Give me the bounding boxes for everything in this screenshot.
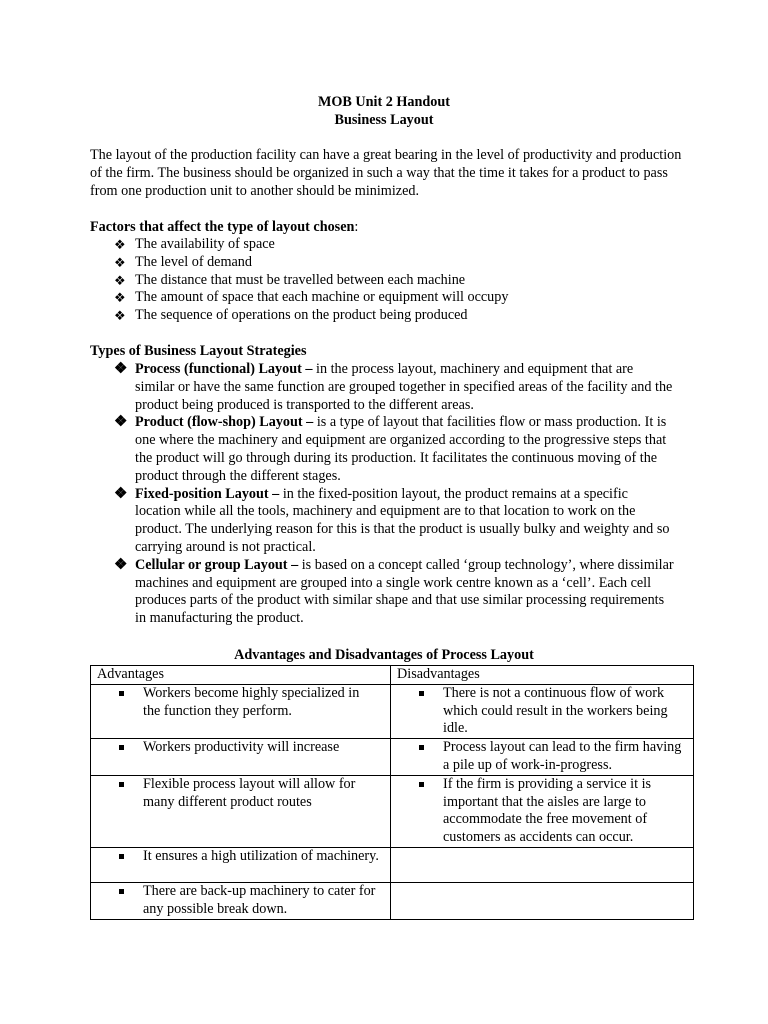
table-row [91, 739, 694, 776]
type-term: Fixed-position Layout – [135, 485, 280, 502]
square-bullet-icon [119, 691, 124, 696]
diamond-bullet-icon: ❖ [114, 308, 126, 324]
square-bullet-icon [119, 889, 124, 894]
intro-paragraph: The layout of the production facility can have a great bearing in the level of productivity and production of the firm. The business should be organized in such a way that the time it takes for a product to pass from one production unit to another should be minimized. [90, 147, 682, 199]
factor-text: The distance that must be travelled between each machine [135, 271, 466, 288]
list-item [114, 414, 676, 485]
types-heading: Types of Business Layout Strategies [90, 343, 307, 359]
type-description: in the fixed-position layout, the product remains at a specific location while all the tools, machinery and equipment are to that location to work on the product. The underlying reason for this is that the product is usually bulky and weighty and so carrying around is not practical. [135, 485, 670, 555]
list-item [114, 307, 508, 325]
title-line-2: Business Layout [334, 111, 434, 128]
diamond-bullet-icon: ❖ [114, 361, 128, 377]
factors-heading [90, 219, 358, 237]
factors-heading-text: Factors that affect the type of layout chosen [90, 219, 355, 235]
advantage-cell [91, 684, 391, 738]
factor-text: The availability of space [135, 236, 275, 252]
diamond-bullet-icon: ❖ [114, 254, 126, 270]
table-title: Advantages and Disadvantages of Process Layout [234, 647, 534, 663]
disadvantage-cell-empty [391, 882, 694, 919]
factors-list [114, 236, 508, 325]
factors-heading-colon: : [354, 219, 359, 235]
disadvantage-cell [391, 684, 694, 738]
page-title [90, 94, 678, 130]
diamond-bullet-icon: ❖ [114, 290, 126, 306]
diamond-bullet-icon: ❖ [114, 237, 126, 252]
type-description: in the process layout, machinery and equipment that are similar or have the same function are grouped together in specified areas of the facility and the product being produced is transported to the different areas. [135, 361, 673, 413]
diamond-bullet-icon: ❖ [114, 272, 126, 288]
advantage-cell [91, 882, 391, 919]
table-row [91, 882, 694, 919]
advantage-cell [91, 739, 391, 776]
square-bullet-icon [119, 745, 124, 750]
disadvantage-cell [391, 775, 694, 847]
table-row [91, 775, 694, 847]
disadvantage-text: There is not a continuous flow of work which could result in the workers being idle. [443, 684, 668, 737]
list-item [114, 557, 676, 628]
disadvantage-cell-empty [391, 847, 694, 882]
square-bullet-icon [119, 854, 124, 859]
advantage-text: It ensures a high utilization of machinery. [143, 847, 379, 864]
advantage-text: Workers become highly specialized in the function they perform. [143, 684, 360, 719]
advantage-cell [91, 775, 391, 847]
factor-text: The level of demand [135, 253, 252, 270]
list-item [114, 289, 508, 307]
table-header-row [91, 666, 694, 685]
type-description: is based on a concept called ‘group technology’, where dissimilar machines and equipment are grouped into a single work centre known as a ‘cell’. Each cell produces parts of the product with similar shape and that use similar processing requirements in manufacturing the product. [135, 556, 674, 627]
diamond-bullet-icon: ❖ [114, 485, 128, 502]
advantage-cell [91, 847, 391, 882]
list-item [114, 236, 508, 254]
type-description: is a type of layout that facilities flow or mass production. It is one where the machinery and equipment are organized according to the progressive steps that the product will go through during its production. It facilitates the continuous moving of the product through the different stages. [135, 414, 667, 484]
disadvantage-cell [391, 739, 694, 776]
diamond-bullet-icon: ❖ [114, 556, 128, 573]
advantages-table [90, 665, 694, 920]
table-row [91, 684, 694, 738]
table-row [91, 847, 694, 882]
factor-text: The amount of space that each machine or equipment will occupy [135, 289, 509, 306]
disadvantage-text: Process layout can lead to the firm having a pile up of work-in-progress. [443, 739, 682, 773]
column-header-advantages: Advantages [91, 666, 391, 685]
type-term: Product (flow-shop) Layout – [135, 414, 314, 431]
square-bullet-icon [419, 691, 424, 696]
advantage-text: There are back-up machinery to cater for any possible break down. [143, 882, 376, 917]
type-term: Process (functional) Layout – [135, 361, 313, 377]
list-item [114, 254, 508, 272]
list-item [114, 486, 676, 557]
list-item [114, 361, 676, 414]
title-line-1: MOB Unit 2 Handout [317, 94, 451, 110]
column-header-disadvantages: Disadvantages [391, 666, 694, 685]
factor-text: The sequence of operations on the product being produced [135, 307, 468, 324]
types-list [114, 361, 676, 628]
disadvantage-text: If the firm is providing a service it is important that the aisles are large to accommodate the free movement of customers as accidents can occur. [443, 775, 652, 846]
square-bullet-icon [419, 782, 424, 787]
list-item [114, 272, 508, 290]
square-bullet-icon [419, 745, 424, 750]
diamond-bullet-icon: ❖ [114, 414, 128, 431]
advantage-text: Flexible process layout will allow for many different product routes [143, 775, 356, 810]
advantage-text: Workers productivity will increase [143, 739, 340, 756]
type-term: Cellular or group Layout – [135, 556, 299, 573]
square-bullet-icon [119, 782, 124, 787]
